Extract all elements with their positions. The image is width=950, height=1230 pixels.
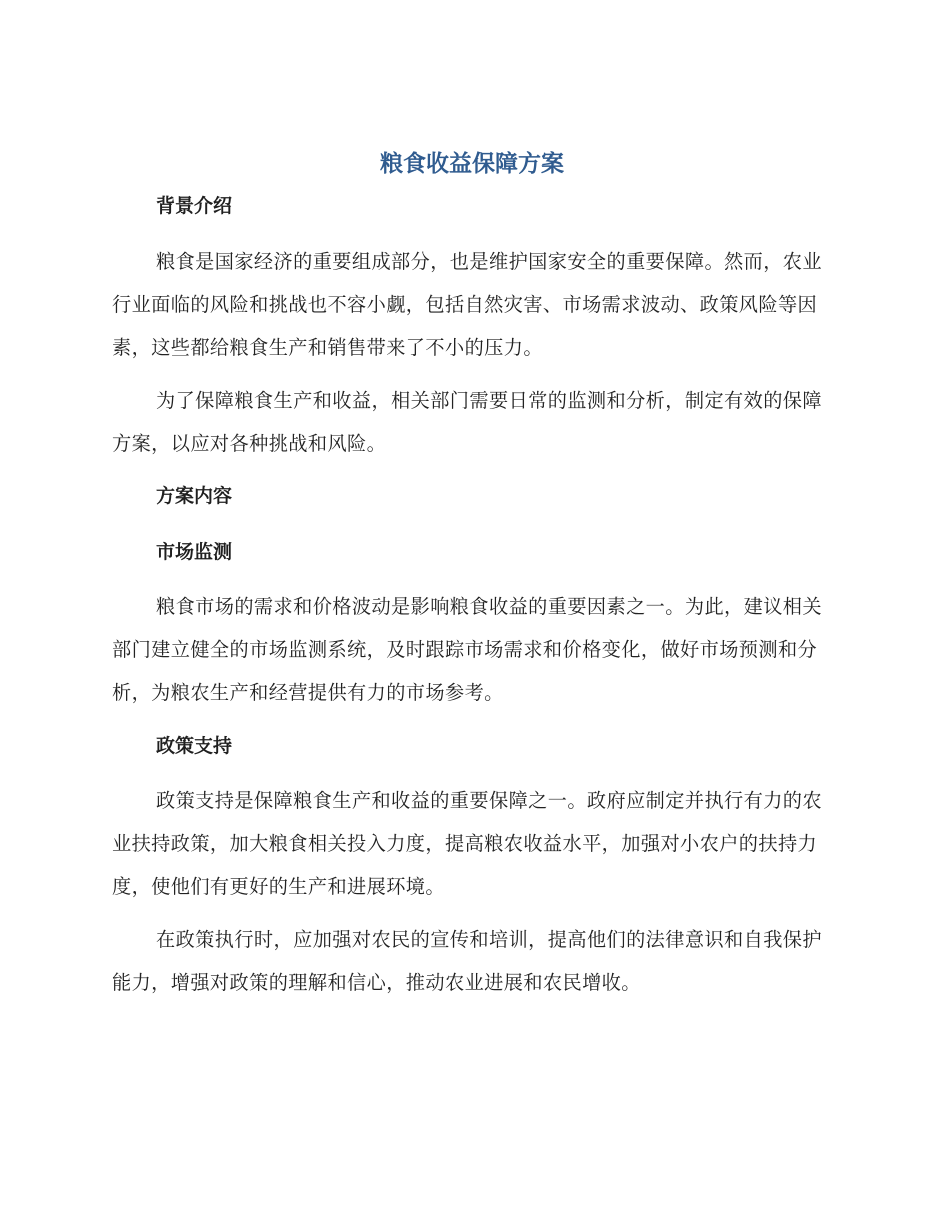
paragraph-policy-support-1: 政策支持是保障粮食生产和收益的重要保障之一。政府应制定并执行有力的农业扶持政策，加大粮食相关投入力度，提高粮农收益水平，加强对小农户的扶持力度，使他们有更好的生产和进展环境。 [112,789,822,898]
paragraph-background-1: 粮食是国家经济的重要组成部分，也是维护国家安全的重要保障。然而，农业行业面临的风险和挑战也不容小觑，包括自然灾害、市场需求波动、政策风险等因素，这些都给粮食生产和销售带来了不小的压力。 [112,250,822,359]
section-heading-plan-content: 方案内容 [156,485,233,507]
document-title: 粮食收益保障方案 [380,151,564,177]
paragraph-background-2: 为了保障粮食生产和收益，相关部门需要日常的监测和分析，制定有效的保障方案，以应对各种挑战和风险。 [112,389,822,455]
section-heading-market-monitoring: 市场监测 [156,541,233,563]
paragraph-market-monitoring: 粮食市场的需求和价格波动是影响粮食收益的重要因素之一。为此，建议相关部门建立健全的市场监测系统，及时跟踪市场需求和价格变化，做好市场预测和分析，为粮农生产和经营提供有力的市场参考。 [112,595,822,704]
section-heading-policy-support: 政策支持 [156,735,233,757]
section-heading-background: 背景介绍 [156,195,233,217]
paragraph-policy-support-2: 在政策执行时，应加强对农民的宣传和培训，提高他们的法律意识和自我保护能力，增强对政策的理解和信心，推动农业进展和农民增收。 [112,928,822,994]
